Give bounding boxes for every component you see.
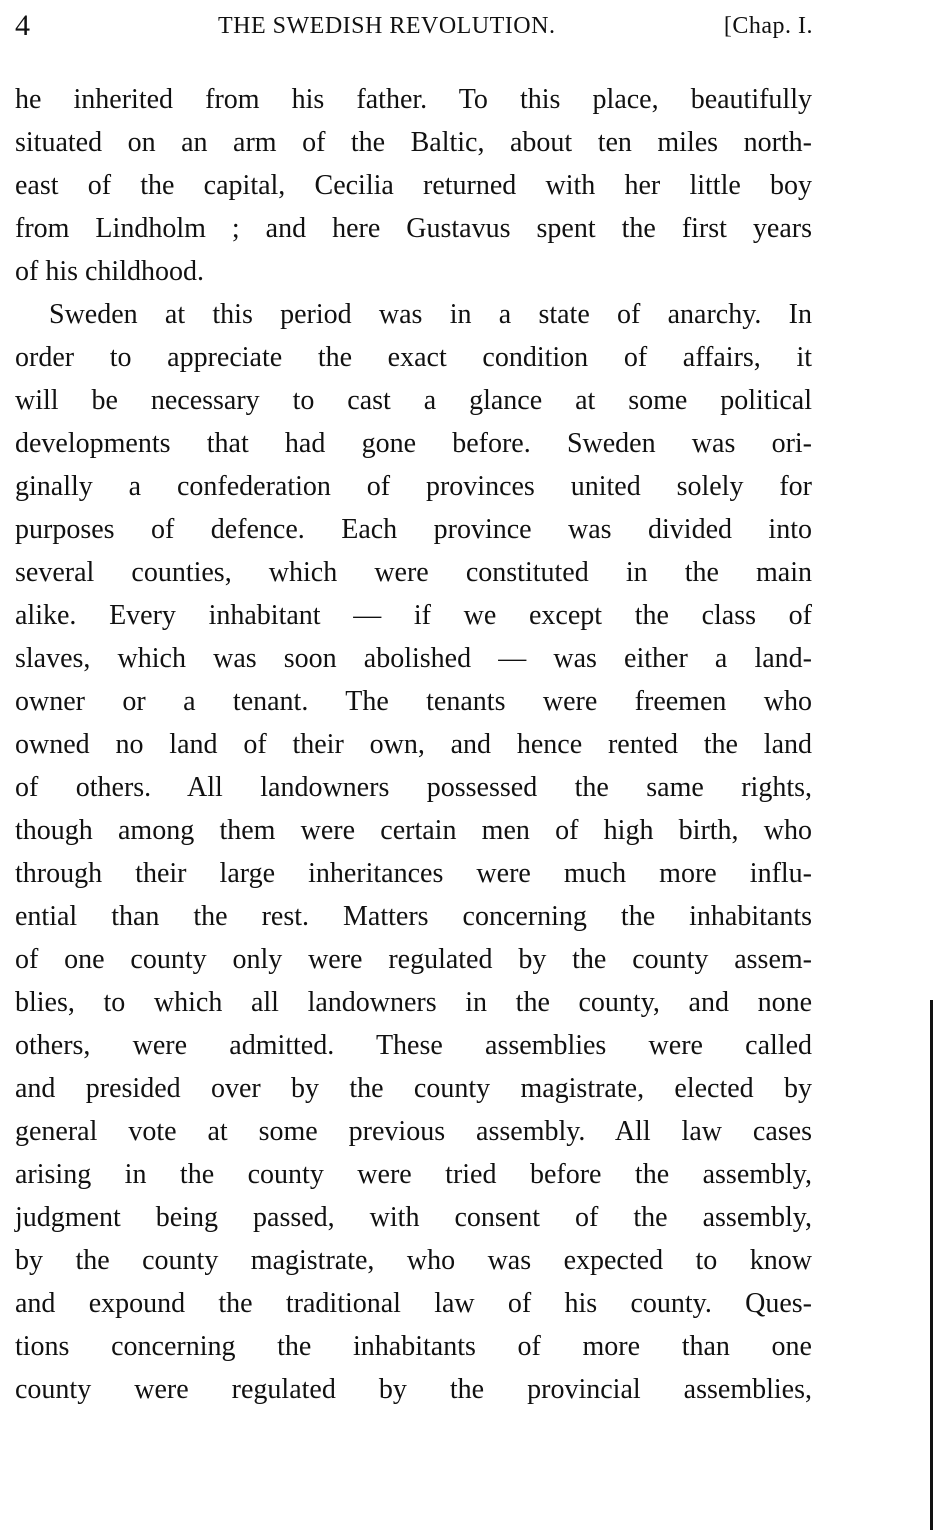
text-line: owned no land of their own, and hence rented the land [15,729,812,760]
text-line: tions concerning the inhabitants of more than one [15,1331,812,1362]
text-line: of one county only were regulated by the county assem- [15,944,812,975]
text-line: east of the capital, Cecilia returned with her little boy [15,170,812,201]
scan-edge-line [930,1000,933,1530]
page-header [15,6,813,46]
page-number: 4 [15,9,30,42]
text-line: several counties, which were constituted in the main [15,557,812,588]
chapter-reference: [Chap. I. [723,13,813,39]
text-line: owner or a tenant. The tenants were freemen who [15,686,812,717]
text-line: arising in the county were tried before the assembly, [15,1159,812,1190]
text-line: will be necessary to cast a glance at some political [15,385,812,416]
text-line: blies, to which all landowners in the county, and none [15,987,812,1018]
text-line: through their large inheritances were much more influ- [15,858,812,889]
body-text [15,78,812,1411]
text-line: situated on an arm of the Baltic, about ten miles north- [15,127,812,158]
text-line: alike. Every inhabitant — if we except the class of [15,600,812,631]
text-line: county were regulated by the provincial assemblies, [15,1374,812,1405]
text-line: general vote at some previous assembly. All law cases [15,1116,812,1147]
text-line: by the county magistrate, who was expected to know [15,1245,812,1276]
paragraph-start-line: Sweden at this period was in a state of anarchy. In [49,299,812,330]
text-line: he inherited from his father. To this place, beautifully [15,84,812,115]
running-title: THE SWEDISH REVOLUTION. [218,13,556,39]
text-line: of others. All landowners possessed the same rights, [15,772,812,803]
text-line: of his childhood. [15,256,204,287]
text-line: from Lindholm ; and here Gustavus spent the first years [15,213,812,244]
text-line: others, were admitted. These assemblies were called [15,1030,812,1061]
text-line: purposes of defence. Each province was divided into [15,514,812,545]
text-line: slaves, which was soon abolished — was either a land- [15,643,812,674]
text-line: ential than the rest. Matters concerning the inhabitants [15,901,812,932]
text-line: though among them were certain men of high birth, who [15,815,812,846]
text-line: judgment being passed, with consent of the assembly, [15,1202,812,1233]
text-line: and presided over by the county magistrate, elected by [15,1073,812,1104]
text-line: and expound the traditional law of his county. Ques- [15,1288,812,1319]
text-line: order to appreciate the exact condition of affairs, it [15,342,812,373]
text-line: developments that had gone before. Sweden was ori- [15,428,812,459]
text-line: ginally a confederation of provinces united solely for [15,471,812,502]
